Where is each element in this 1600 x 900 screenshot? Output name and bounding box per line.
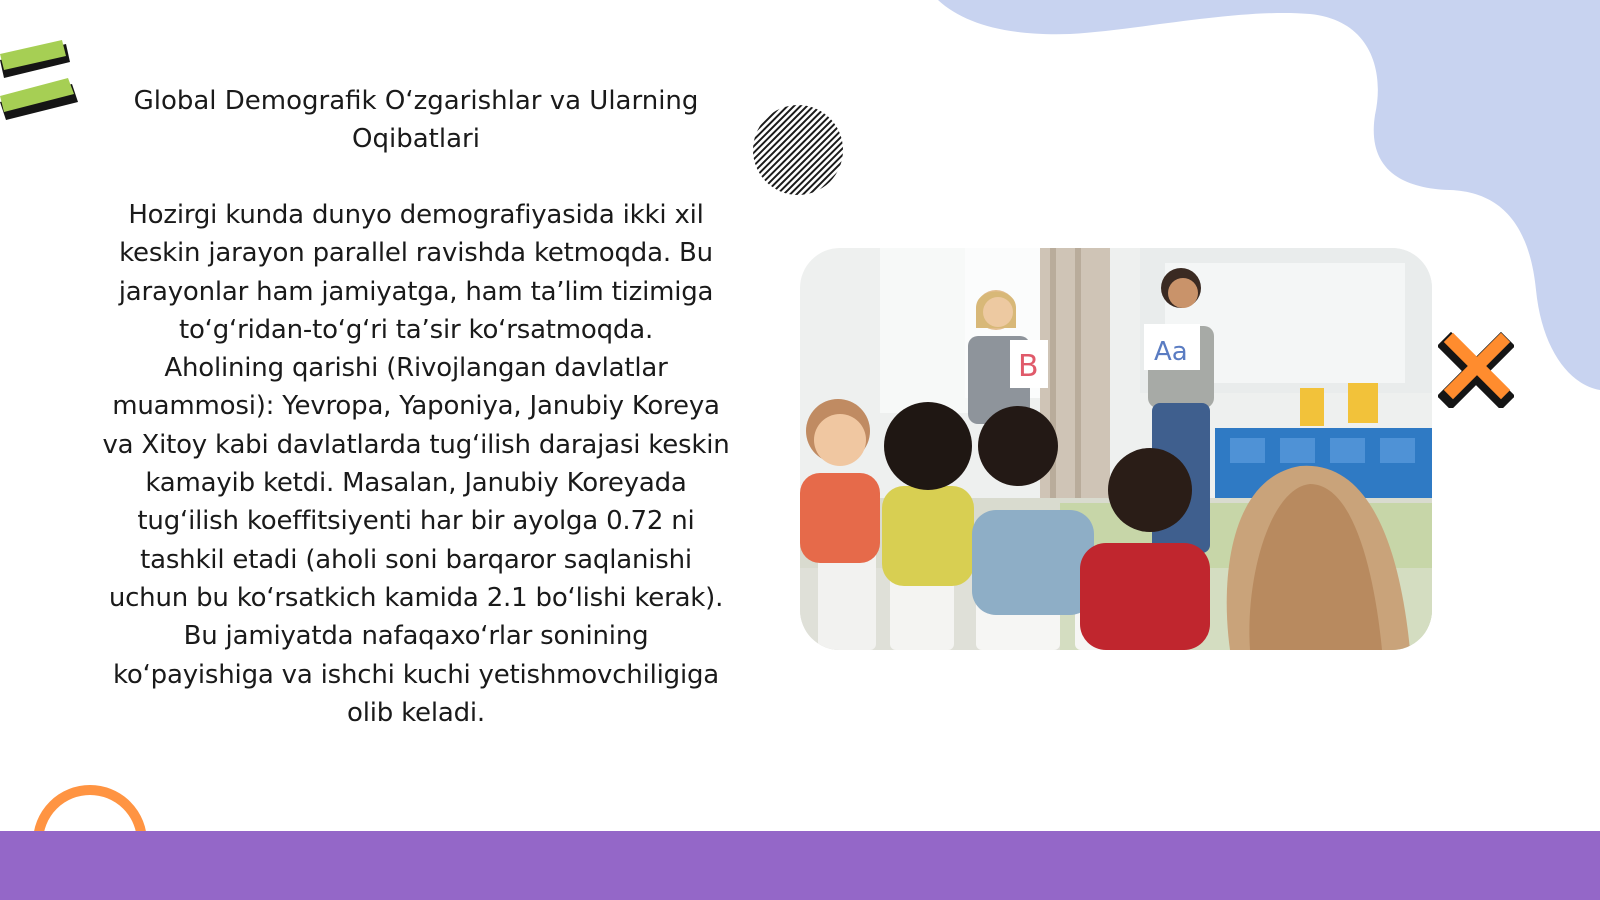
classroom-photo [800,248,1432,650]
orange-cross-icon [1438,332,1514,408]
green-stripes-icon [0,40,82,124]
svg-text:Aa: Aa [1154,337,1188,367]
paragraph-intro: Hozirgi kunda dunyo demografiyasida ikki xil keskin jarayon parallel ravishda ketmoqda. Bu jarayonlar ham jamiyatga, ham ta’lim tizimiga to‘g‘ridan-to‘g‘ri ta’sir ko‘rsatmoqda. [118,200,714,345]
slide-title: Global Demografik O‘zgarishlar va Ularning Oqibatlari [133,86,699,154]
orange-ring-icon [28,780,152,832]
body-text [100,196,732,732]
hatched-circle-icon [752,104,844,196]
text-block [100,82,732,732]
classroom-photo-illustration [800,248,1432,650]
bottom-band [0,831,1600,900]
paragraph-ageing: Aholining qarishi (Rivojlangan davlatlar muammosi): Yevropa, Yaponiya, Janubiy Koreya va Xitoy kabi davlatlarda tug‘ilish darajasi keskin kamayib ketdi. Masalan, Janubiy Koreyada tug‘ilish koeffitsiyenti har bir ayolga 0.72 ni tashkil etadi (aholi soni barqaror saqlanishi uchun bu ko‘rsatkich kamida 2.1 bo‘lishi kerak). Bu jamiyatda nafaqaxo‘rlar sonining ko‘payishiga va ishchi kuchi yetishmovchiligiga olib keladi. [102,353,730,728]
svg-text:B: B [1018,349,1039,384]
